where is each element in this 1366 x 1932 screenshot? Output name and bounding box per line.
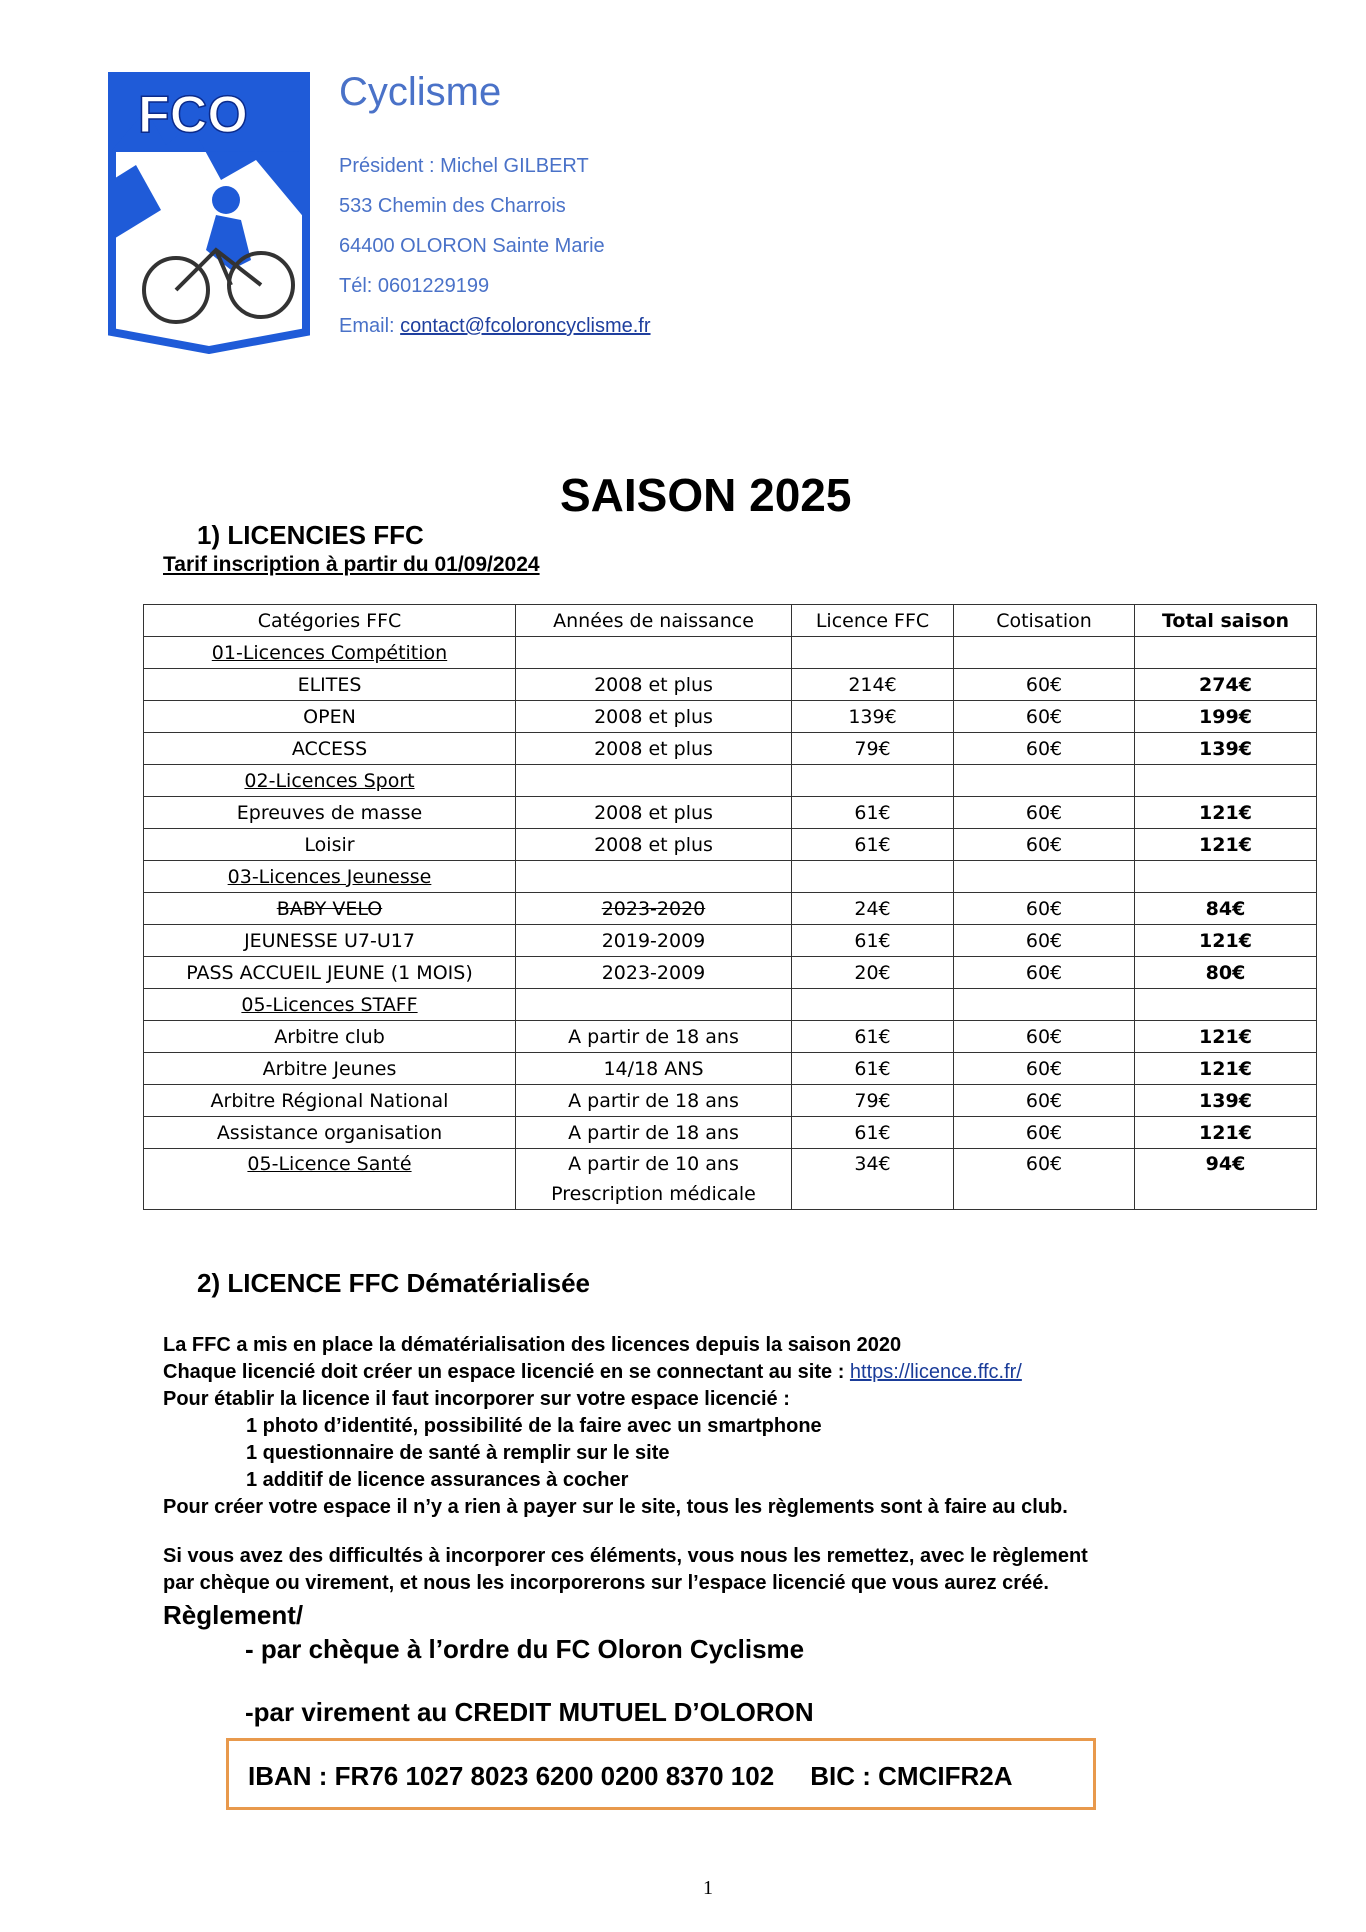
cell-total: 121€ — [1135, 797, 1317, 829]
cell-cotisation — [954, 989, 1135, 1021]
cell-licence: 61€ — [792, 829, 954, 861]
cell-licence: 61€ — [792, 1117, 954, 1149]
cell-total: 94€ — [1135, 1149, 1317, 1210]
table-row — [144, 1149, 1317, 1210]
cell-total: 121€ — [1135, 1021, 1317, 1053]
cell-cotisation: 60€ — [954, 1053, 1135, 1085]
cell-licence: 24€ — [792, 893, 954, 925]
cell-cotisation: 60€ — [954, 1021, 1135, 1053]
header-licence: Licence FFC — [792, 605, 954, 637]
cell-total — [1135, 989, 1317, 1021]
cell-licence — [792, 989, 954, 1021]
cell-category: Arbitre Jeunes — [144, 1053, 516, 1085]
cell-total: 121€ — [1135, 1117, 1317, 1149]
cell-category: BABY VELO — [144, 893, 516, 925]
cell-years: 2008 et plus — [516, 701, 792, 733]
cell-category: ELITES — [144, 669, 516, 701]
cell-cotisation: 60€ — [954, 733, 1135, 765]
table-row — [144, 1021, 1317, 1053]
header-total: Total saison — [1135, 605, 1317, 637]
cell-licence: 139€ — [792, 701, 954, 733]
cell-years — [516, 637, 792, 669]
cell-years — [516, 765, 792, 797]
cell-years-line-2: Prescription médicale — [551, 1183, 756, 1205]
iban-box: IBAN : FR76 1027 8023 6200 0200 8370 102 BIC : CMCIFR2A — [226, 1738, 1096, 1810]
header-cotisation: Cotisation — [954, 605, 1135, 637]
body-line-1: La FFC a mis en place la dématérialisation des licences depuis la saison 2020 — [163, 1334, 902, 1356]
payment-cheque: - par chèque à l’ordre du FC Oloron Cyclisme — [245, 1634, 805, 1664]
section-1-heading: 1) LICENCIES FFC — [197, 520, 424, 550]
cell-years-line-1: A partir de 10 ans — [568, 1153, 739, 1175]
cell-licence — [792, 637, 954, 669]
cyclist-logo-icon — [106, 70, 312, 354]
cell-total: 80€ — [1135, 957, 1317, 989]
phone-line: Tél: 0601229199 — [339, 275, 490, 297]
licence-price-table — [143, 604, 1317, 1210]
cell-cotisation — [954, 637, 1135, 669]
cell-category: Loisir — [144, 829, 516, 861]
cell-category: 01-Licences Compétition — [144, 637, 516, 669]
cell-licence: 214€ — [792, 669, 954, 701]
cell-total: 199€ — [1135, 701, 1317, 733]
cell-years: 2023-2009 — [516, 957, 792, 989]
cell-licence: 61€ — [792, 797, 954, 829]
para-2-line-1: Si vous avez des difficultés à incorporer ces éléments, vous nous les remettez, avec le règlement — [163, 1545, 1088, 1567]
table-row — [144, 1053, 1317, 1085]
cell-category: Arbitre Régional National — [144, 1085, 516, 1117]
table-header-row — [144, 605, 1317, 637]
cell-total: 121€ — [1135, 925, 1317, 957]
licence-site-link[interactable]: https://licence.ffc.fr/ — [849, 1361, 1022, 1383]
table-row — [144, 1085, 1317, 1117]
president-line: Président : Michel GILBERT — [339, 155, 589, 177]
cell-total: 274€ — [1135, 669, 1317, 701]
list-item: 1 questionnaire de santé à remplir sur le site — [246, 1442, 670, 1464]
cell-years — [516, 989, 792, 1021]
cell-years — [516, 861, 792, 893]
table-row — [144, 829, 1317, 861]
header-years: Années de naissance — [516, 605, 792, 637]
table-row — [144, 925, 1317, 957]
cell-total: 84€ — [1135, 893, 1317, 925]
cell-total — [1135, 861, 1317, 893]
table-row — [144, 701, 1317, 733]
table-row — [144, 861, 1317, 893]
cell-licence: 34€ — [792, 1149, 954, 1210]
cell-cotisation: 60€ — [954, 1085, 1135, 1117]
payment-heading: Règlement/ — [163, 1600, 304, 1630]
cell-total: 121€ — [1135, 829, 1317, 861]
cell-category: 05-Licences STAFF — [144, 989, 516, 1021]
cell-cotisation: 60€ — [954, 829, 1135, 861]
cell-years: 14/18 ANS — [516, 1053, 792, 1085]
header-category: Catégories FFC — [144, 605, 516, 637]
cell-category: 02-Licences Sport — [144, 765, 516, 797]
cell-years — [516, 1149, 792, 1210]
cell-years: 2008 et plus — [516, 669, 792, 701]
cell-years: 2008 et plus — [516, 797, 792, 829]
cell-licence: 79€ — [792, 733, 954, 765]
cell-total — [1135, 765, 1317, 797]
table-row — [144, 893, 1317, 925]
body-line-3: Pour établir la licence il faut incorporer sur votre espace licencié : — [163, 1388, 790, 1410]
club-logo — [106, 70, 312, 354]
cell-cotisation: 60€ — [954, 669, 1135, 701]
body-line-4: Pour créer votre espace il n’y a rien à payer sur le site, tous les règlements sont à faire au club. — [163, 1496, 1068, 1518]
cell-category: JEUNESSE U7-U17 — [144, 925, 516, 957]
cell-cotisation — [954, 765, 1135, 797]
section-2-body — [163, 1332, 1088, 1597]
cell-licence: 61€ — [792, 1053, 954, 1085]
table-row — [144, 1117, 1317, 1149]
table-row — [144, 957, 1317, 989]
cell-category: OPEN — [144, 701, 516, 733]
cell-total: 139€ — [1135, 1085, 1317, 1117]
cell-category: Arbitre club — [144, 1021, 516, 1053]
org-title: Cyclisme — [339, 70, 502, 114]
contact-block — [339, 146, 651, 346]
cell-cotisation — [954, 861, 1135, 893]
cell-category: ACCESS — [144, 733, 516, 765]
cell-licence: 61€ — [792, 1021, 954, 1053]
table-row — [144, 989, 1317, 1021]
payment-transfer: -par virement au CREDIT MUTUEL D’OLORON — [245, 1697, 814, 1727]
cell-years: 2008 et plus — [516, 829, 792, 861]
body-line-2-text: Chaque licencié doit créer un espace licencié en se connectant au site : — [163, 1361, 850, 1383]
list-item: 1 additif de licence assurances à cocher — [246, 1469, 629, 1491]
season-title: SAISON 2025 — [560, 469, 852, 521]
address-line-2: 64400 OLORON Sainte Marie — [339, 235, 605, 257]
cell-cotisation: 60€ — [954, 957, 1135, 989]
cell-category: Epreuves de masse — [144, 797, 516, 829]
cell-years: 2023-2020 — [516, 893, 792, 925]
cell-category: Assistance organisation — [144, 1117, 516, 1149]
list-item: 1 photo d’identité, possibilité de la faire avec un smartphone — [246, 1415, 822, 1437]
cell-cotisation: 60€ — [954, 1117, 1135, 1149]
cell-category: PASS ACCUEIL JEUNE (1 MOIS) — [144, 957, 516, 989]
cell-total: 121€ — [1135, 1053, 1317, 1085]
cell-years: 2008 et plus — [516, 733, 792, 765]
cell-cotisation: 60€ — [954, 893, 1135, 925]
cell-years: A partir de 18 ans — [516, 1021, 792, 1053]
email-label: Email: — [339, 315, 395, 337]
page-number: 1 — [703, 1877, 713, 1899]
cell-cotisation: 60€ — [954, 701, 1135, 733]
cell-licence: 79€ — [792, 1085, 954, 1117]
cell-years: A partir de 18 ans — [516, 1085, 792, 1117]
table-row — [144, 637, 1317, 669]
cell-years: 2019-2009 — [516, 925, 792, 957]
cell-cotisation: 60€ — [954, 797, 1135, 829]
tarif-subtitle: Tarif inscription à partir du 01/09/2024 — [163, 553, 540, 576]
cell-years: A partir de 18 ans — [516, 1117, 792, 1149]
cell-category: 03-Licences Jeunesse — [144, 861, 516, 893]
table-row — [144, 765, 1317, 797]
cell-licence — [792, 765, 954, 797]
section-2-heading: 2) LICENCE FFC Dématérialisée — [197, 1268, 591, 1298]
address-line-1: 533 Chemin des Charrois — [339, 195, 566, 217]
table-row — [144, 733, 1317, 765]
email-link[interactable]: contact@fcoloroncyclisme.fr — [400, 315, 651, 337]
cell-total — [1135, 637, 1317, 669]
table-row — [144, 797, 1317, 829]
body-line-2 — [163, 1359, 1088, 1386]
cell-total: 139€ — [1135, 733, 1317, 765]
cell-licence — [792, 861, 954, 893]
email-line — [339, 306, 651, 346]
cell-category: 05-Licence Santé — [144, 1149, 516, 1210]
cell-licence: 61€ — [792, 925, 954, 957]
cell-cotisation: 60€ — [954, 1149, 1135, 1210]
svg-text:FCO: FCO — [138, 86, 248, 144]
cell-licence: 20€ — [792, 957, 954, 989]
para-2-line-2: par chèque ou virement, et nous les incorporerons sur l’espace licencié que vous aurez créé. — [163, 1572, 1049, 1594]
table-row — [144, 669, 1317, 701]
cell-cotisation: 60€ — [954, 925, 1135, 957]
